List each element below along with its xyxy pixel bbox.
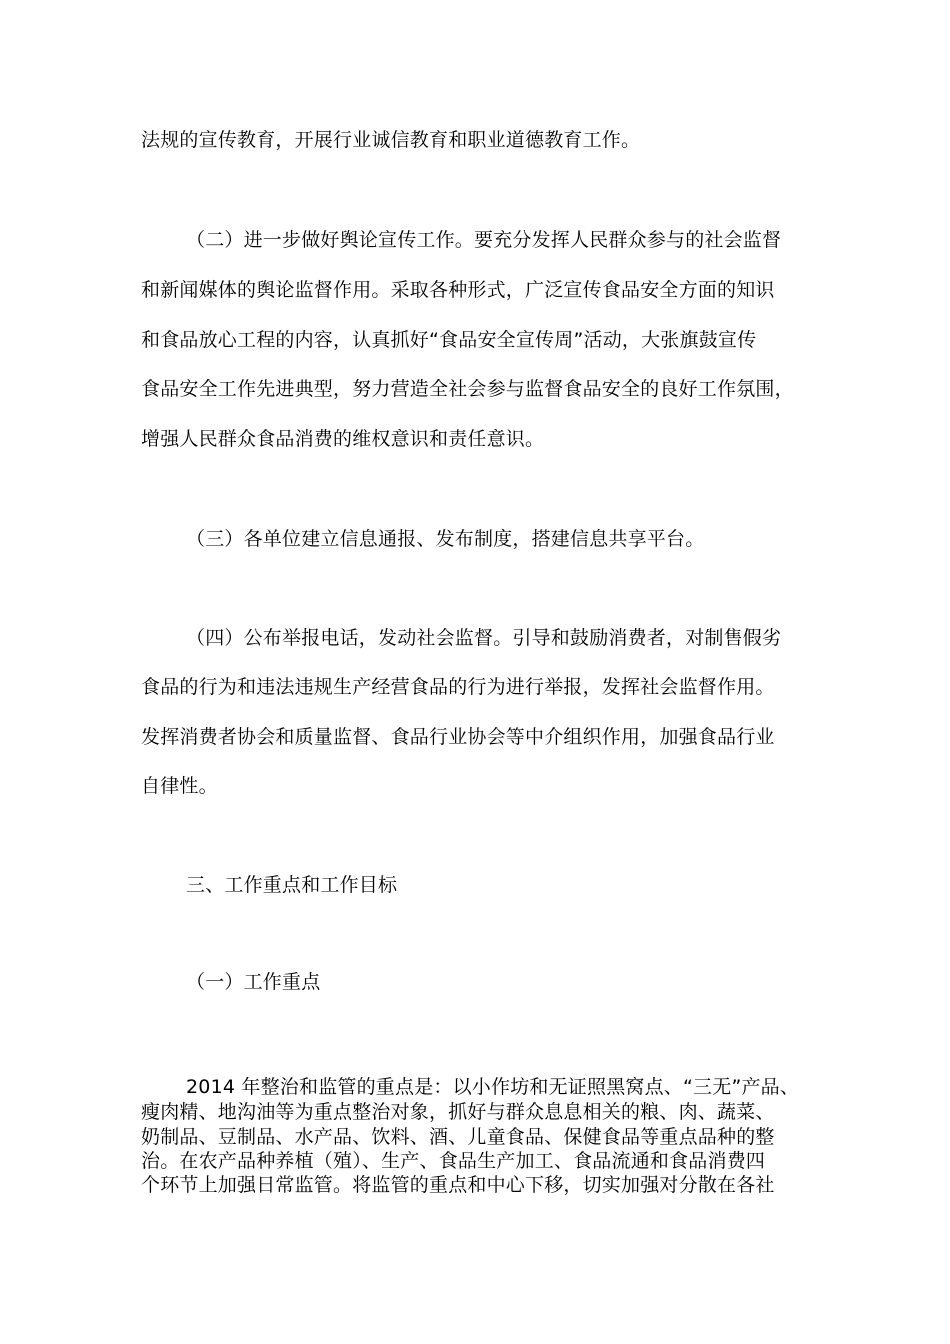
paragraph-line: 治。在农产品种养植（殖）、生产、食品生产加工、食品流通和食品消费四 bbox=[141, 1150, 766, 1172]
section-heading: 三、工作重点和工作目标 bbox=[186, 874, 398, 896]
paragraph-line: 瘦肉精、地沟油等为重点整治对象，抓好与群众息息相关的粮、肉、蔬菜、 bbox=[141, 1101, 775, 1123]
paragraph-line: 个环节上加强日常监管。将监管的重点和中心下移，切实加强对分散在各社 bbox=[141, 1174, 775, 1196]
paragraph-line: 食品的行为和违法违规生产经营食品的行为进行举报，发挥社会监督作用。 bbox=[141, 676, 775, 698]
paragraph-line: （三）各单位建立信息通报、发布制度，搭建信息共享平台。 bbox=[186, 528, 705, 550]
paragraph-line: 自律性。 bbox=[141, 775, 218, 797]
paragraph-line: 发挥消费者协会和质量监督、食品行业协会等中介组织作用，加强食品行业 bbox=[141, 726, 775, 748]
paragraph-line: 增强人民群众食品消费的维权意识和责任意识。 bbox=[141, 428, 545, 450]
paragraph-line: 和新闻媒体的舆论监督作用。采取各种形式，广泛宣传食品安全方面的知识 bbox=[141, 279, 775, 301]
paragraph-line: 2014 年整治和监管的重点是：以小作坊和无证照黑窝点、“三无”产品、 bbox=[186, 1076, 800, 1098]
paragraph-line: 食品安全工作先进典型，努力营造全社会参与监督食品安全的良好工作氛围， bbox=[141, 378, 794, 400]
paragraph-line: 和食品放心工程的内容，认真抓好“食品安全宣传周”活动，大张旗鼓宣传 bbox=[141, 329, 757, 351]
paragraph-line: 法规的宣传教育，开展行业诚信教育和职业道德教育工作。 bbox=[141, 129, 641, 151]
subsection-heading: （一）工作重点 bbox=[186, 971, 321, 993]
paragraph-line: 奶制品、豆制品、水产品、饮料、酒、儿童食品、保健食品等重点品种的整 bbox=[141, 1126, 775, 1148]
paragraph-line: （四）公布举报电话，发动社会监督。引导和鼓励消费者，对制售假劣 bbox=[186, 627, 782, 649]
paragraph-line: （二）进一步做好舆论宣传工作。要充分发挥人民群众参与的社会监督 bbox=[186, 229, 782, 251]
